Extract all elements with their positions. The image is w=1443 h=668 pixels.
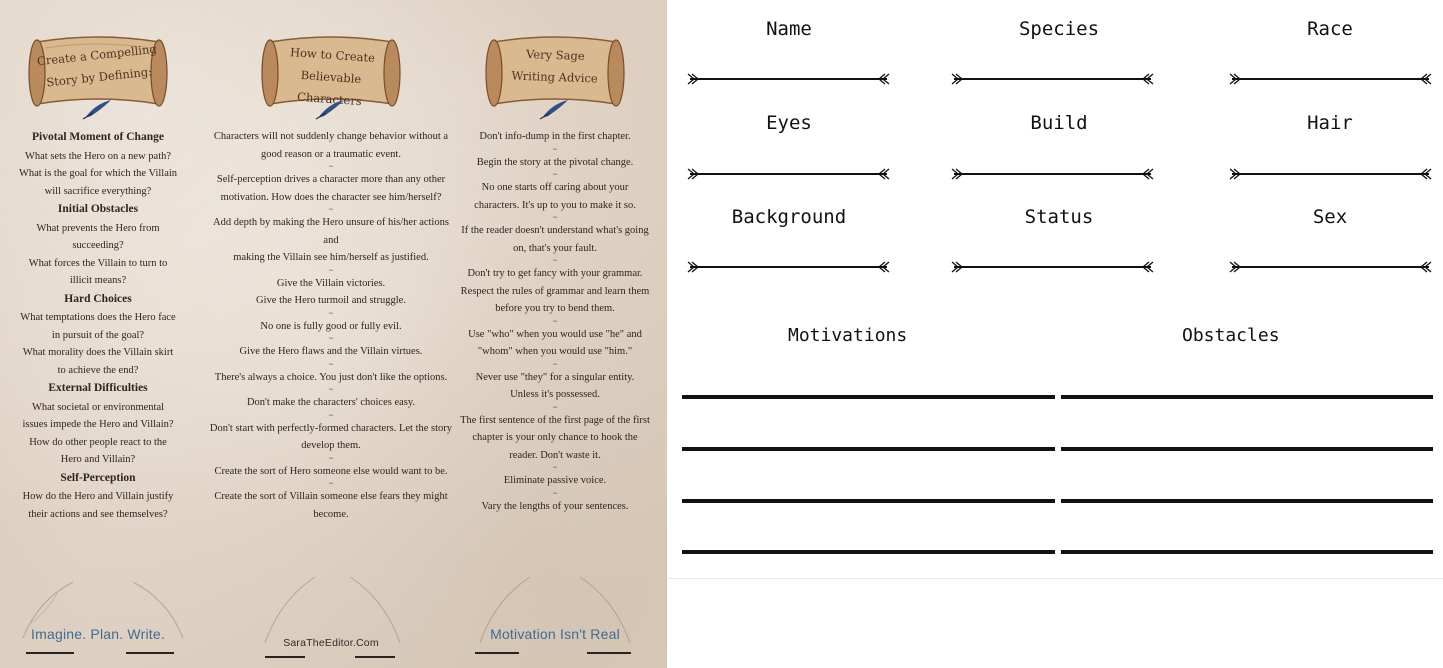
body-line: No one is fully good or fully evil. [260,320,402,332]
body-line: motivation. How does the character see him/herself? [220,191,442,203]
ink-stroke [26,652,74,654]
body-line: Don't start with perfectly-formed characters. Let the story [209,422,453,434]
field-label-status: Status [1024,206,1094,228]
body-line: Give the Hero flaws and the Villain virtues. [239,346,423,357]
motivations-line[interactable] [682,447,1055,451]
bookmark-title: Very Sage Writing Advice [511,46,598,86]
divider-tilde: ~ [328,205,334,214]
body-line: Create the sort of Hero someone else would want to be. [214,465,448,477]
motivations-line[interactable] [682,395,1055,399]
ink-stroke [126,652,174,654]
body-line: Self-perception drives a character more than any other [216,174,446,185]
feather-icon [260,575,320,645]
field-label-name: Name [766,18,812,40]
divider-tilde: ~ [328,410,334,420]
divider-tilde: ~ [328,479,334,488]
body-line: their actions and see themselves? [28,508,168,520]
body-line: Begin the story at the pivotal change. [476,156,634,168]
field-label-background: Background [731,206,847,228]
arrow-line-icon [1228,168,1433,180]
arrow-line-icon [686,261,891,273]
body-line: will sacrifice everything? [44,185,152,197]
section-heading: Hard Choices [64,292,132,305]
field-label-eyes: Eyes [766,112,812,134]
body-line: What prevents the Hero from [36,222,160,234]
bookmark-sheet [0,0,667,668]
obstacles-line[interactable] [1061,447,1433,451]
section-heading: Initial Obstacles [57,203,139,215]
divider-tilde: ~ [552,170,558,179]
bookmark-body [8,128,188,523]
divider-tilde: ~ [328,359,334,369]
body-line: characters. It's up to you to make it so. [474,199,636,211]
body-line: What morality does the Villain skirt [22,347,174,358]
field-line-hair[interactable] [1228,168,1433,180]
feather-icon [345,575,405,645]
body-line: How do other people react to the [29,436,167,448]
body-line: Give the Hero turmoil and struggle. [256,295,406,306]
field-line-build[interactable] [950,168,1155,180]
body-line: How do the Hero and Villain justify [22,491,174,502]
field-line-status[interactable] [950,261,1155,273]
body-line: What societal or environmental [31,401,165,413]
body-line: Unless it's possessed. [510,389,600,400]
body-line: reader. Don't waste it. [509,449,601,461]
quill-icon [314,98,348,120]
arrow-line-icon [1228,261,1433,273]
obstacles-line[interactable] [1061,499,1433,503]
body-line: Create the sort of Villain someone else fears they might [214,491,448,502]
field-label-build: Build [1030,112,1088,134]
field-line-name[interactable] [686,73,891,85]
divider-tilde: ~ [328,385,334,394]
arrow-line-icon [950,73,1155,85]
body-line: Give the Villain victories. [276,277,386,289]
body-line: What forces the Villain to turn to [28,257,168,269]
section-heading: Self-Perception [60,471,136,484]
field-line-species[interactable] [950,73,1155,85]
motivations-line[interactable] [682,499,1055,503]
bookmark-title: Create a Compelling Story by Defining: [36,41,158,90]
divider-tilde: ~ [552,359,558,369]
ink-stroke [355,656,395,658]
body-line: before you try to bend them. [495,303,615,314]
divider-tilde: ~ [552,463,558,472]
divider-tilde: ~ [328,308,334,318]
bookmark-footer: SaraTheEditor.Com [283,637,379,649]
body-line: in pursuit of the goal? [51,329,145,341]
bookmark-characters [205,0,457,668]
bookmark-story [8,0,188,668]
quill-icon [81,98,115,120]
ink-stroke [265,656,305,658]
body-line: issues impede the Hero and Villain? [22,419,174,430]
arrow-line-icon [950,168,1155,180]
body-line: No one starts off caring about your [481,182,629,193]
divider-tilde: ~ [328,265,334,275]
body-line: Characters will not suddenly change behavior without a [213,131,449,142]
obstacles-label: Obstacles [1182,325,1280,346]
section-heading: Pivotal Moment of Change [32,131,164,143]
body-line: on, that's your fault. [513,242,597,254]
body-line: to achieve the end? [57,364,139,376]
body-line: illicit means? [69,275,127,286]
page-divider [668,578,1443,579]
bookmark-footer: Imagine. Plan. Write. [31,626,165,642]
field-label-species: Species [1018,18,1100,40]
field-label-sex: Sex [1312,206,1348,228]
body-line: Don't info-dump in the first chapter. [479,131,631,142]
divider-tilde: ~ [552,213,558,222]
body-line: Hero and Villain? [60,454,136,465]
character-sheet [668,0,1443,668]
bookmark-body [205,128,457,523]
body-line: Eliminate passive voice. [503,475,607,486]
divider-tilde: ~ [328,453,334,463]
body-line: What is the goal for which the Villain [18,168,178,179]
body-line: Never use "they" for a singular entity. [475,371,635,383]
body-line: Respect the rules of grammar and learn them [460,285,650,297]
obstacles-line[interactable] [1061,550,1433,554]
arrow-line-icon [950,261,1155,273]
body-line: Don't make the characters' choices easy. [246,397,416,408]
body-line: Don't try to get fancy with your grammar. [467,268,643,279]
body-line: What sets the Hero on a new path? [24,150,172,162]
field-label-hair: Hair [1307,112,1353,134]
field-line-sex[interactable] [1228,261,1433,273]
field-line-eyes[interactable] [686,168,891,180]
body-line: There's always a choice. You just don't like the options. [214,371,448,383]
divider-tilde: ~ [552,144,558,154]
divider-tilde: ~ [552,256,558,265]
field-label-race: Race [1307,18,1353,40]
bookmark-footer: Motivation Isn't Real [490,626,620,642]
arrow-line-icon [1228,73,1433,85]
body-line: become. [313,508,349,520]
body-line: What temptations does the Hero face [20,312,176,323]
field-line-race[interactable] [1228,73,1433,85]
section-heading: External Difficulties [48,382,148,394]
ink-stroke [587,652,631,654]
arrow-line-icon [686,73,891,85]
motivations-label: Motivations [788,325,908,346]
divider-tilde: ~ [552,488,558,498]
ink-stroke [475,652,519,654]
divider-tilde: ~ [552,402,558,412]
body-line: "whom" when you would use "him." [477,346,633,357]
motivations-line[interactable] [682,550,1055,554]
body-line: Add depth by making the Hero unsure of his/her actions and [213,217,449,246]
arrow-line-icon [686,168,891,180]
bookmark-title: How to Create Believable Characters [289,45,376,109]
bookmark-advice [455,0,655,668]
body-line: Use "who" when you would use "he" and [468,328,642,340]
body-line: The first sentence of the first page of the first [460,414,650,426]
divider-tilde: ~ [328,334,334,343]
field-line-background[interactable] [686,261,891,273]
body-line: chapter is your only chance to hook the [472,432,638,443]
bookmark-body [455,128,655,515]
body-line: develop them. [301,440,361,451]
quill-icon [538,98,572,120]
body-line: succeeding? [72,240,124,251]
body-line: good reason or a traumatic event. [261,148,401,160]
divider-tilde: ~ [328,162,334,171]
obstacles-line[interactable] [1061,395,1433,399]
body-line: If the reader doesn't understand what's going [461,225,649,236]
divider-tilde: ~ [552,316,558,326]
body-line: Vary the lengths of your sentences. [481,500,629,512]
body-line: making the Villain see him/herself as justified. [233,252,429,263]
